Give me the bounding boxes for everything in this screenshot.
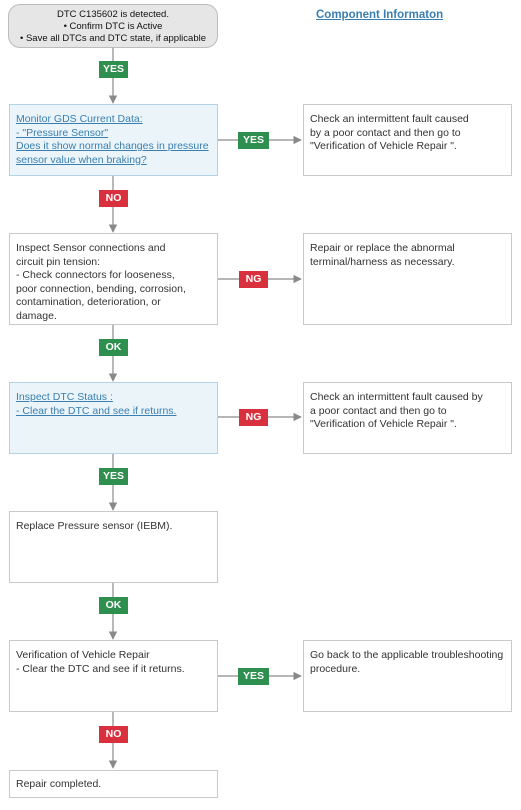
step3-side-line2: a poor contact and then go to (310, 404, 447, 417)
step2-line2: circuit pin tension: (16, 255, 101, 268)
step5-yes-result (303, 640, 512, 712)
badge-step3-yes: YES (99, 468, 128, 485)
step3-title-link[interactable]: Inspect DTC Status : (16, 391, 113, 403)
step5-side-line1: Go back to the applicable troubleshooting (310, 649, 504, 661)
step2-side-line1: Repair or replace the abnormal (310, 242, 455, 254)
step2-line3: - Check connectors for looseness, (16, 269, 175, 281)
start-node (8, 4, 218, 48)
step1-pressure-sensor-link[interactable]: - "Pressure Sensor" (16, 126, 109, 139)
step1-side-line2: by a poor contact and then go to (310, 126, 461, 139)
start-line-3: • Save all DTCs and DTC state, if applicable (19, 33, 206, 44)
step3-ng-result (303, 382, 512, 454)
badge-step5-no: NO (99, 726, 128, 743)
step6-line1: Repair completed. (16, 778, 102, 790)
step2-line5: contamination, deterioration, or (16, 296, 161, 308)
badge-step3-ng: NG (239, 409, 268, 426)
step1-side-line3: "Verification of Vehicle Repair ". (310, 140, 457, 152)
step2-line4: poor connection, bending, corrosion, (16, 282, 186, 295)
badge-step1-yes: YES (238, 132, 269, 149)
start-line-2: • Confirm DTC is Active (63, 21, 163, 32)
step-inspect-connections (9, 233, 218, 325)
step1-question-line1[interactable]: Does it show normal changes in pressure (16, 140, 209, 152)
badge-step2-ng: NG (239, 271, 268, 288)
step2-side-line2: terminal/harness as necessary. (310, 255, 455, 268)
step4-line1: Replace Pressure sensor (IEBM). (16, 520, 173, 532)
step5-side-line2: procedure. (310, 662, 361, 675)
step1-side-line1: Check an intermittent fault caused (310, 113, 469, 125)
step2-ng-result (303, 233, 512, 325)
step1-question-line2[interactable]: sensor value when braking? (16, 153, 147, 166)
step5-line1: Verification of Vehicle Repair (16, 649, 150, 661)
step-replace-sensor (9, 511, 218, 583)
step-repair-completed (9, 770, 218, 798)
step3-clear-dtc-link[interactable]: - Clear the DTC and see if returns. (16, 404, 177, 417)
badge-step4-ok: OK (99, 597, 128, 614)
step-monitor-gds (9, 104, 218, 176)
badge-step1-no: NO (99, 190, 128, 207)
component-information-link[interactable]: Component Informaton (316, 9, 444, 21)
badge-start-yes: YES (99, 61, 128, 78)
step-verification (9, 640, 218, 712)
step5-line2: - Clear the DTC and see if it returns. (16, 662, 185, 675)
badge-step5-yes: YES (238, 668, 269, 685)
step2-line6: damage. (16, 309, 57, 322)
start-line-1: DTC C135602 is detected. (57, 9, 169, 20)
step1-title-link[interactable]: Monitor GDS Current Data: (16, 113, 143, 125)
step1-yes-result (303, 104, 512, 176)
step-inspect-dtc-status (9, 382, 218, 454)
step3-side-line3: "Verification of Vehicle Repair ". (310, 418, 457, 430)
step3-side-line1: Check an intermittent fault caused by (310, 391, 483, 403)
step2-line1: Inspect Sensor connections and (16, 242, 166, 254)
badge-step2-ok: OK (99, 339, 128, 356)
